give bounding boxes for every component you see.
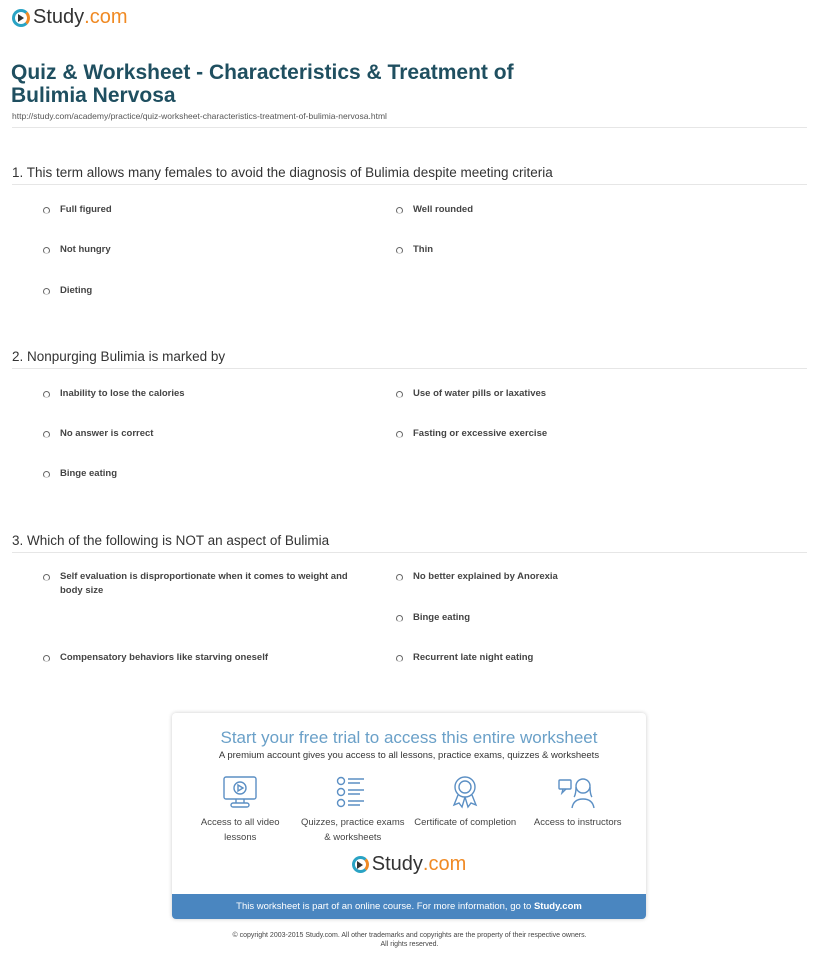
option-label: Self evaluation is disproportionate when it comes to weight and body size: [60, 571, 348, 596]
divider: [12, 368, 807, 369]
study-logo[interactable]: [12, 6, 128, 29]
study-link[interactable]: Study.com: [533, 901, 582, 912]
radio-button[interactable]: [43, 655, 50, 662]
copyright-line: © copyright 2003-2015 Study.com. All other trademarks and copyrights are the property of their respective owners.: [232, 932, 587, 939]
option-label: Well rounded: [413, 204, 473, 215]
divider: [12, 127, 807, 128]
play-icon: [12, 9, 30, 27]
divider: [12, 184, 807, 185]
feature-quizzes: [298, 775, 408, 845]
option-label: Binge eating: [413, 612, 471, 623]
radio-button[interactable]: [396, 247, 403, 254]
logo-text: Study: [33, 6, 85, 28]
answer-option[interactable]: [396, 387, 716, 401]
radio-button[interactable]: [43, 574, 50, 581]
quiz-list-icon: [335, 775, 371, 809]
answer-option[interactable]: [43, 243, 363, 257]
course-info-text: This worksheet is part of an online course. For more information, go to: [236, 901, 534, 912]
radio-button[interactable]: [396, 391, 403, 398]
radio-button[interactable]: [43, 431, 50, 438]
option-label: Binge eating: [60, 468, 118, 479]
radio-button[interactable]: [396, 615, 403, 622]
answer-option[interactable]: [396, 427, 716, 441]
answer-option[interactable]: [396, 611, 716, 625]
answer-option[interactable]: [43, 570, 363, 598]
copyright: [0, 931, 819, 949]
feature-label: Access to all video lessons: [200, 817, 280, 843]
feature-label: Quizzes, practice exams & worksheets: [301, 817, 405, 843]
option-label: No better explained by Anorexia: [413, 571, 558, 582]
free-trial-promo[interactable]: [172, 713, 646, 919]
page-title: Quiz & Worksheet - Characteristics & Treatment of Bulimia Nervosa: [11, 61, 514, 107]
radio-button[interactable]: [43, 247, 50, 254]
divider: [12, 552, 807, 553]
course-info-bar: [172, 894, 646, 919]
question-3: 3. Which of the following is NOT an aspect of Bulimia: [12, 533, 330, 548]
study-logo[interactable]: [172, 853, 646, 876]
feature-label: Access to instructors: [533, 817, 622, 828]
answer-option[interactable]: [43, 284, 363, 298]
radio-button[interactable]: [43, 391, 50, 398]
certificate-icon: [447, 775, 483, 809]
option-label: Recurrent late night eating: [413, 652, 534, 663]
answer-option[interactable]: [43, 467, 363, 481]
radio-button[interactable]: [396, 574, 403, 581]
radio-button[interactable]: [396, 431, 403, 438]
logo-text: Study: [371, 853, 423, 875]
feature-video-lessons: [185, 775, 295, 845]
radio-button[interactable]: [43, 207, 50, 214]
answer-option[interactable]: [396, 651, 716, 665]
option-label: No answer is correct: [60, 428, 154, 439]
feature-label: Certificate of completion: [414, 817, 517, 828]
option-label: Full figured: [60, 204, 112, 215]
option-label: Not hungry: [60, 244, 111, 255]
copyright-line: All rights reserved.: [380, 941, 439, 948]
answer-option[interactable]: [43, 387, 363, 401]
option-label: Inability to lose the calories: [60, 388, 185, 399]
play-icon: [352, 856, 369, 873]
radio-button[interactable]: [396, 207, 403, 214]
radio-button[interactable]: [43, 471, 50, 478]
instructor-icon: [558, 775, 598, 809]
answer-option[interactable]: [43, 203, 363, 217]
option-label: Dieting: [60, 285, 93, 296]
option-label: Compensatory behaviors like starving oneself: [60, 652, 269, 663]
logo-tld: .com: [422, 853, 467, 875]
radio-button[interactable]: [43, 288, 50, 295]
promo-subtitle: A premium account gives you access to all lessons, practice exams, quizzes & worksheets: [218, 750, 600, 761]
radio-button[interactable]: [396, 655, 403, 662]
answer-option[interactable]: [43, 651, 363, 665]
answer-option[interactable]: [396, 243, 716, 257]
question-2: 2. Nonpurging Bulimia is marked by: [12, 349, 226, 364]
answer-option[interactable]: [396, 570, 716, 584]
option-label: Fasting or excessive exercise: [413, 428, 548, 439]
video-lesson-icon: [222, 775, 258, 809]
page-url: http://study.com/academy/practice/quiz-worksheet-characteristics-treatment-of-bulimia-nervosa.html: [12, 111, 387, 121]
answer-option[interactable]: [43, 427, 363, 441]
logo-tld: .com: [84, 6, 128, 28]
question-1: 1. This term allows many females to avoid the diagnosis of Bulimia despite meeting criteria: [12, 165, 553, 180]
feature-instructors: [523, 775, 633, 845]
answer-option[interactable]: [396, 203, 716, 217]
feature-certificate: [410, 775, 520, 845]
option-label: Thin: [413, 244, 434, 255]
promo-title: Start your free trial to access this entire worksheet: [220, 728, 598, 747]
option-label: Use of water pills or laxatives: [413, 388, 547, 399]
